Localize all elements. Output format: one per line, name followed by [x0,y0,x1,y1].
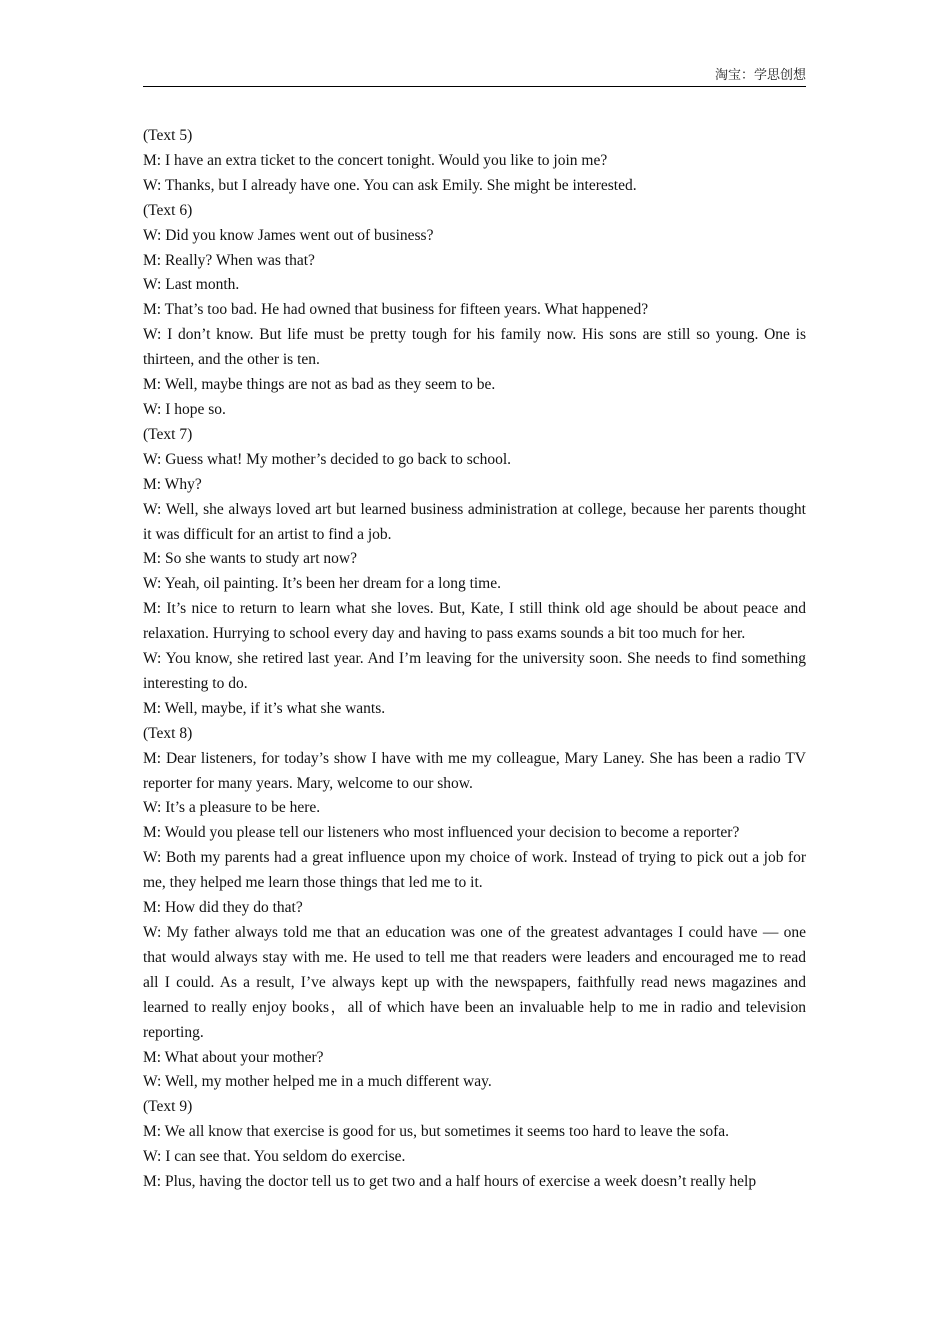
section-label: (Text 5) [143,127,193,144]
dialogue-line: M: So she wants to study art now? [143,550,357,568]
dialogue-line: M: Plus, having the doctor tell us to get two and a half hours of exercise a week doesn’t really help [143,1173,757,1191]
dialogue-line: W: I hope so. [143,400,226,418]
dialogue-line: W: It’s a pleasure to be here. [143,799,321,817]
dialogue-line: M: What about your mother? [143,1048,324,1066]
dialogue-line: W: Well, my mother helped me in a much different way. [143,1073,492,1091]
dialogue-line: W: My father always told me that an education was one of the greatest advantages I could have — one that would always stay with me. He used to tell me that readers were leaders and encouraged me to read all I could. As a result, I’ve always kept up with the newspapers, faithfully read news magazines and learned to really enjoy books，all of which have been an invaluable help to me in radio and television reporting. [143,924,806,1041]
dialogue-line: M: Really? When was that? [143,251,315,269]
header-text: 淘宝：学思创想 [714,68,806,83]
dialogue-line: M: We all know that exercise is good for us, but sometimes it seems too hard to leave the sofa. [143,1123,730,1141]
dialogue-line: W: Well, she always loved art but learned business administration at college, because her parents thought it was difficult for an artist to find a job. [143,500,806,543]
dialogue-line: M: I have an extra ticket to the concert tonight. Would you like to join me? [143,151,608,169]
dialogue-line: W: Last month. [143,276,240,294]
dialogue-line: W: I don’t know. But life must be pretty tough for his family now. His sons are still so young. One is thirteen, and the other is ten. [143,326,806,369]
dialogue-line: W: Thanks, but I already have one. You can ask Emily. She might be interested. [143,176,637,194]
dialogue-line: M: Why? [143,475,202,493]
dialogue-line: W: Both my parents had a great influence upon my choice of work. Instead of trying to pick out a job for me, they helped me learn those things that led me to it. [143,849,806,892]
section-label: (Text 7) [143,425,193,443]
section-label: (Text 9) [143,1098,193,1116]
dialogue-line: M: That’s too bad. He had owned that business for fifteen years. What happened? [143,301,649,319]
dialogue-line: M: Well, maybe, if it’s what she wants. [143,699,386,717]
dialogue-line: W: Did you know James went out of business? [143,226,434,244]
dialogue-line: W: You know, she retired last year. And I’m leaving for the university soon. She needs to find something interesting to do. [143,650,806,692]
section-label: (Text 6) [143,201,193,219]
dialogue-line: W: I can see that. You seldom do exercise. [143,1148,406,1166]
page-header [143,66,806,87]
transcript-body [143,124,806,1195]
section-label: (Text 8) [143,724,193,742]
dialogue-line: W: Yeah, oil painting. It’s been her dream for a long time. [143,575,501,593]
dialogue-line: M: Would you please tell our listeners who most influenced your decision to become a reporter? [143,824,740,842]
dialogue-line: M: It’s nice to return to learn what she loves. But, Kate, I still think old age should be about peace and relaxation. Hurrying to school every day and having to pass exams sounds a bit too much for her. [143,600,806,643]
dialogue-line: W: Guess what! My mother’s decided to go back to school. [143,450,512,468]
dialogue-line: M: How did they do that? [143,899,303,917]
dialogue-line: M: Dear listeners, for today’s show I have with me my colleague, Mary Laney. She has been a radio TV reporter for many years. Mary, welcome to our show. [143,749,806,792]
dialogue-line: M: Well, maybe things are not as bad as they seem to be. [143,376,496,394]
